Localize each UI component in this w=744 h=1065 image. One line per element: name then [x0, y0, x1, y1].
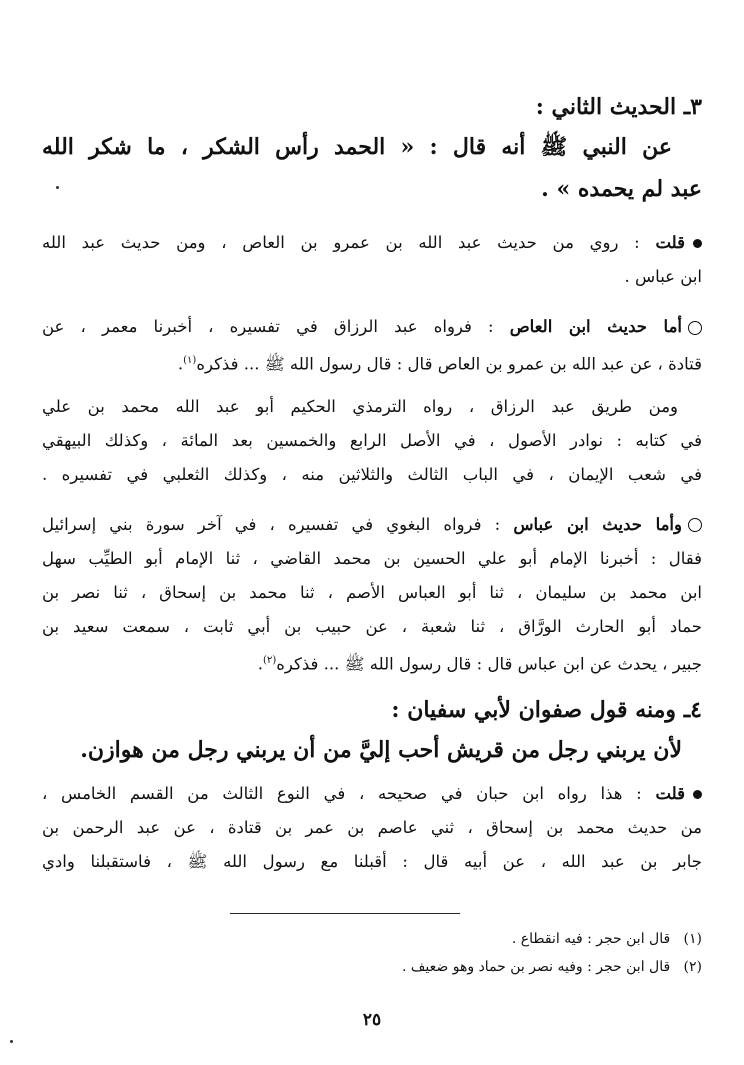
section-4-heading: ٤ـ ومنه قول صفوان لأبي سفيان :: [391, 697, 702, 723]
page-number: ٢٥: [362, 1010, 382, 1030]
hadith-line-1: عن النبي ﷺ أنه قال : « الحمد رأس الشكر ، ما شكر الله: [42, 134, 672, 160]
footnote-2-text: قال ابن حجر : وفيه نصر بن حماد وهو ضعيف .: [402, 959, 671, 975]
ibn-al-as-line-2: قتادة ، عن عبد الله بن عمرو بن العاص قال : قال رسول الله ﷺ ... فذكره: [196, 354, 702, 374]
qult-paragraph-2: [42, 777, 702, 879]
bullet-dot-icon: [693, 239, 702, 248]
ibn-abbas-line-3: ابن محمد بن سليمان ، ثنا أبو العباس الأصم ، ثنا محمد بن إسحاق ، ثنا نصر بن: [42, 582, 702, 602]
footnote-2-number: (٢): [683, 959, 702, 975]
section-3-heading: ٣ـ الحديث الثاني :: [535, 94, 702, 120]
ibn-abbas-line-5: جبير ، يحدث عن ابن عباس قال : قال رسول الله ﷺ ... فذكره: [276, 654, 702, 673]
footnote-1: [512, 928, 702, 950]
footnote-ref-2: (٢): [263, 654, 277, 666]
ibn-al-as-label: أما حديث ابن العاص: [509, 317, 683, 336]
ibn-al-as-line-4: في كتابه : نوادر الأصول ، في الأصل الرابع والخمسين بعد المائة ، وكذلك البيهقي: [42, 430, 702, 450]
hadith-line-2: عبد لم يحمده » .: [541, 176, 702, 202]
ibn-al-as-paragraph: أما حديث ابن العاص : فرواه عبد الرزاق في تفسيره ، أخبرنا معمر ، عن قتادة ، عن عبد الله بن عمرو بن العاص قال : قال رسول الله ﷺ ... فذكره$^{(١)}$. ومن طريق عبد الرزاق ، رواه الترمذي الحكيم أبو عبد الله محمد بن علي في كتابه : نوادر الأصول ، في الأصل الرابع والخمسين بعد المائة ، وكذلك البيهقي في شعب الإيمان ، في الباب الثالث والثلاثين منه ، وكذلك الثعلبي في تفسيره .: [42, 310, 702, 492]
ibn-abbas-paragraph: وأما حديث ابن عباس : فرواه البغوي في تفسيره ، في آخر سورة بني إسرائيل فقال : أخبرنا الإمام أبو علي الحسين بن محمد القاضي ، ثنا الإمام أبو الطيِّب سهل ابن محمد بن سليمان ، ثنا أبو العباس الأصم ، ثنا محمد بن إسحاق ، ثنا نصر بن حماد أبو الحارث الورَّاق ، ثنا شعبة ، عن حبيب بن أبي ثابت ، سمعت سعيد بن جبير ، يحدث عن ابن عباس قال : قال رسول الله ﷺ ... فذكره$^{(٢)}$.: [42, 514, 702, 673]
qult-text-line-1: : روي من حديث عبد الله بن عمرو بن العاص ، ومن حديث عبد الله: [42, 233, 640, 252]
safwan-quote: لأن يربني رجل من قريش أحب إليَّ من أن يربني رجل من هوازن.: [80, 737, 682, 763]
ibn-al-as-line-3: ومن طريق عبد الرزاق ، رواه الترمذي الحكيم أبو عبد الله محمد بن علي: [42, 396, 678, 416]
page-body: [42, 88, 702, 879]
qult-label: قلت: [655, 233, 685, 252]
open-circle-icon: [688, 518, 702, 532]
qult2-line-3: جابر بن عبد الله ، عن أبيه قال : أقبلنا مع رسول الله ﷺ ، فاستقبلنا وادي: [42, 852, 702, 871]
ibn-al-as-line-5: في شعب الإيمان ، في الباب الثالث والثلاثين منه ، وكذلك الثعلبي في تفسيره .: [42, 464, 702, 484]
qult2-line-2: من حديث محمد بن إسحاق ، ثني عاصم بن عمر بن قتادة ، عن عبد الرحمن بن: [42, 818, 702, 837]
footnote-2: [402, 956, 702, 978]
open-circle-icon: [688, 321, 702, 335]
footnote-separator: [230, 913, 460, 914]
footnote-1-text: قال ابن حجر : فيه انقطاع .: [511, 931, 671, 947]
footnote-1-number: (١): [683, 931, 702, 947]
bullet-dot-icon: [693, 790, 702, 799]
footnote-ref-1: (١): [183, 355, 197, 366]
qult2-line-1: : هذا رواه ابن حبان في صحيحه ، في النوع الثالث من القسم الخامس ،: [42, 784, 642, 803]
scan-speck: [56, 186, 59, 189]
scan-speck: [10, 1040, 13, 1043]
ibn-abbas-line-1: : فرواه البغوي في تفسيره ، في آخر سورة بني إسرائيل: [42, 514, 501, 534]
qult-text-line-2: ابن عباس .: [624, 267, 702, 286]
qult-label-2: قلت: [655, 784, 685, 803]
ibn-abbas-line-2: فقال : أخبرنا الإمام أبو علي الحسين بن محمد القاضي ، ثنا الإمام أبو الطيِّب سهل: [42, 548, 702, 568]
ibn-abbas-label: وأما حديث ابن عباس: [513, 514, 682, 534]
qult-paragraph-1: [42, 226, 702, 294]
ibn-abbas-line-4: حماد أبو الحارث الورَّاق ، ثنا شعبة ، عن حبيب بن أبي ثابت ، سمعت سعيد بن: [42, 616, 702, 636]
ibn-al-as-line-1: : فرواه عبد الرزاق في تفسيره ، أخبرنا معمر ، عن: [42, 317, 494, 336]
